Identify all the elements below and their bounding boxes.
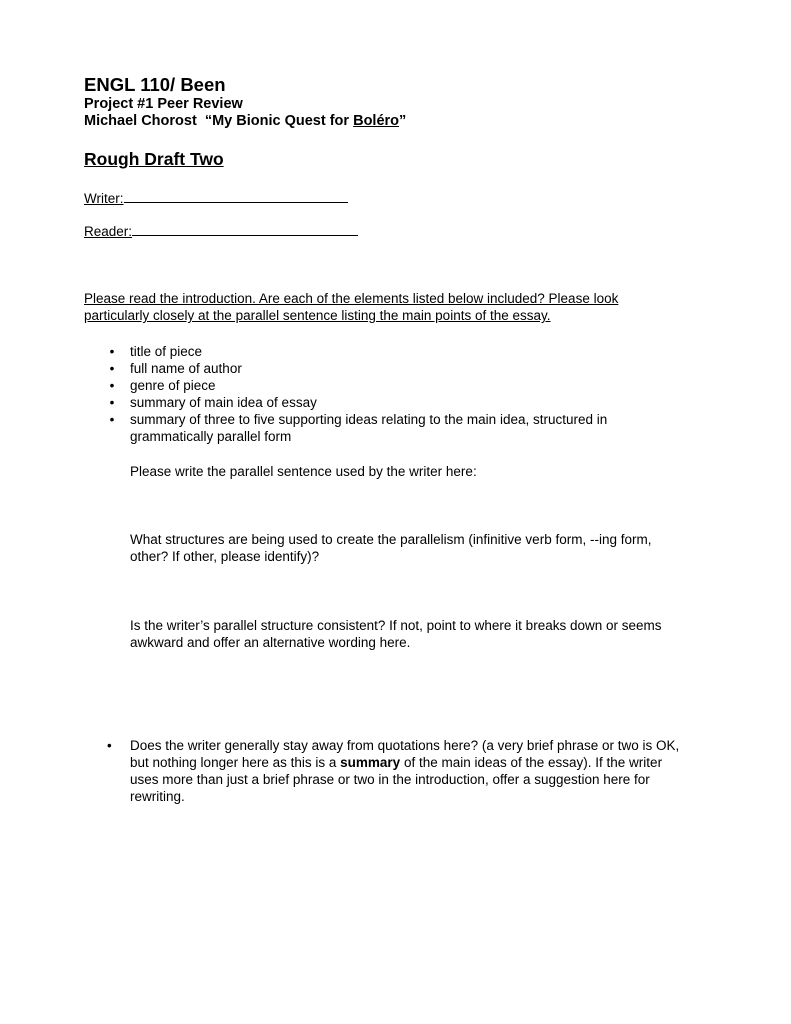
bullet-icon: • bbox=[109, 361, 115, 376]
checklist-item-text: summary of three to five supporting ideas relating to the main idea, structured in bbox=[130, 412, 608, 427]
instructions-line: Please read the introduction. Are each of the elements listed below included? Please look bbox=[84, 291, 619, 306]
quotations-emphasis: summary bbox=[340, 755, 401, 770]
quotations-line-prefix: but nothing longer here as this is a bbox=[130, 755, 341, 770]
checklist-item-text: full name of author bbox=[130, 361, 242, 376]
bullet-icon: • bbox=[109, 344, 115, 359]
quotations-line: uses more than just a brief phrase or two in the introduction, offer a suggestion here for bbox=[130, 772, 650, 787]
project-title: Project #1 Peer Review bbox=[84, 96, 243, 112]
writer-field[interactable] bbox=[84, 189, 348, 206]
writer-blank-line[interactable] bbox=[124, 189, 348, 203]
reader-label: Reader: bbox=[84, 224, 133, 239]
bullet-icon: • bbox=[109, 412, 115, 427]
writer-label: Writer: bbox=[84, 191, 124, 206]
reading-title bbox=[84, 113, 406, 129]
prompt-structures-line: What structures are being used to create the parallelism (infinitive verb form, --ing form, bbox=[130, 532, 652, 547]
checklist-item-text: title of piece bbox=[130, 344, 203, 359]
bullet-icon: • bbox=[107, 738, 112, 753]
quotations-line: Does the writer generally stay away from quotations here? (a very brief phrase or two is OK, bbox=[130, 738, 680, 753]
reading-title-prefix: Michael Chorost “My Bionic Quest for bbox=[84, 113, 354, 129]
checklist-item bbox=[84, 343, 704, 360]
quotations-text bbox=[130, 737, 679, 805]
instructions-line: particularly closely at the parallel sentence listing the main points of the essay. bbox=[84, 308, 551, 323]
reading-title-work: Boléro bbox=[353, 113, 400, 129]
checklist-item-text: summary of main idea of essay bbox=[130, 395, 317, 410]
checklist-item-text: genre of piece bbox=[130, 378, 216, 393]
checklist-item bbox=[84, 411, 704, 445]
element-checklist bbox=[84, 343, 704, 445]
quotations-line bbox=[130, 754, 679, 771]
prompt-consistency-line: awkward and offer an alternative wording here. bbox=[130, 635, 411, 650]
reader-blank-line[interactable] bbox=[132, 222, 358, 236]
checklist-item bbox=[84, 360, 704, 377]
course-title: ENGL 110/ Been bbox=[84, 74, 226, 95]
prompt-consistency bbox=[130, 617, 662, 651]
prompt-structures bbox=[130, 531, 651, 565]
instructions bbox=[84, 290, 684, 324]
prompt-parallel-sentence: Please write the parallel sentence used by the writer here: bbox=[130, 464, 477, 479]
checklist-item bbox=[84, 394, 704, 411]
reader-field[interactable] bbox=[84, 222, 358, 239]
bullet-icon: • bbox=[109, 395, 115, 410]
section-title: Rough Draft Two bbox=[84, 149, 224, 169]
reading-title-suffix: ” bbox=[399, 113, 407, 129]
checklist-item bbox=[84, 377, 704, 394]
prompt-consistency-line: Is the writer’s parallel structure consistent? If not, point to where it breaks down or seems bbox=[130, 618, 662, 633]
checklist-item-text: grammatically parallel form bbox=[130, 429, 292, 444]
quotations-line-suffix: of the main ideas of the essay). If the writer bbox=[400, 755, 663, 770]
quotations-line: rewriting. bbox=[130, 789, 185, 804]
bullet-icon: • bbox=[109, 378, 115, 393]
prompt-structures-line: other? If other, please identify)? bbox=[130, 549, 320, 564]
